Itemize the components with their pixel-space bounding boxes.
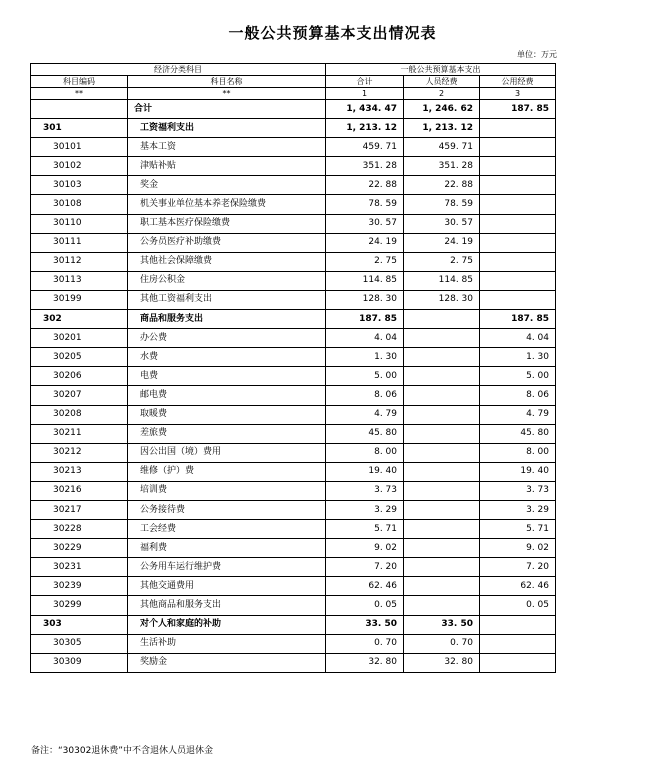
row-personnel: 128. 30 (404, 290, 480, 309)
row-personnel: 1, 213. 12 (404, 119, 480, 138)
row-public: 45. 80 (480, 424, 556, 443)
row-personnel: 22. 88 (404, 176, 480, 195)
row-personnel: 459. 71 (404, 138, 480, 157)
table-row (31, 500, 556, 519)
row-code: 30208 (31, 405, 128, 424)
row-personnel (404, 577, 480, 596)
row-code: 301 (31, 119, 128, 138)
row-public (480, 214, 556, 233)
row-name: 取暖费 (128, 405, 326, 424)
row-code: 30309 (31, 653, 128, 672)
row-total: 33. 50 (326, 615, 404, 634)
row-public: 8. 00 (480, 443, 556, 462)
row-name: 维修（护）费 (128, 462, 326, 481)
row-personnel: 0. 70 (404, 634, 480, 653)
table-row (31, 348, 556, 367)
row-name: 商品和服务支出 (128, 310, 326, 329)
row-personnel (404, 329, 480, 348)
row-name: 电费 (128, 367, 326, 386)
row-public: 9. 02 (480, 539, 556, 558)
table-row (31, 539, 556, 558)
row-personnel (404, 539, 480, 558)
footnote: 备注：“30302退休费”中不含退休人员退休金 (31, 746, 213, 756)
row-total: 9. 02 (326, 539, 404, 558)
row-name: 机关事业单位基本养老保险缴费 (128, 195, 326, 214)
row-personnel: 2. 75 (404, 252, 480, 271)
table-row (31, 634, 556, 653)
table-row (31, 424, 556, 443)
header-n2: 2 (404, 88, 480, 100)
table-row (31, 214, 556, 233)
table-row (31, 252, 556, 271)
table-row (31, 462, 556, 481)
row-total: 0. 05 (326, 596, 404, 615)
header-personnel: 人员经费 (404, 76, 480, 88)
header-star-code: ** (31, 88, 128, 100)
row-public: 4. 04 (480, 329, 556, 348)
row-name: 工资福利支出 (128, 119, 326, 138)
row-public (480, 634, 556, 653)
row-total: 2. 75 (326, 252, 404, 271)
row-personnel: 78. 59 (404, 195, 480, 214)
row-personnel: 33. 50 (404, 615, 480, 634)
row-public (480, 233, 556, 252)
row-public: 3. 73 (480, 481, 556, 500)
table-row (31, 329, 556, 348)
row-public: 3. 29 (480, 500, 556, 519)
row-name: 奖金 (128, 176, 326, 195)
row-public: 187. 85 (480, 310, 556, 329)
row-personnel: 32. 80 (404, 653, 480, 672)
header-code: 科目编码 (31, 76, 128, 88)
row-personnel: 24. 19 (404, 233, 480, 252)
row-name: 办公费 (128, 329, 326, 348)
header-star-name: ** (128, 88, 326, 100)
row-total: 1, 213. 12 (326, 119, 404, 138)
table-row (31, 577, 556, 596)
table-row (31, 138, 556, 157)
row-code: 30212 (31, 443, 128, 462)
row-code: 30228 (31, 520, 128, 539)
row-total: 32. 80 (326, 653, 404, 672)
row-name: 其他工资福利支出 (128, 290, 326, 309)
row-code: 30110 (31, 214, 128, 233)
row-name: 因公出国（境）费用 (128, 443, 326, 462)
table-row (31, 405, 556, 424)
row-name: 奖励金 (128, 653, 326, 672)
table-row (31, 653, 556, 672)
row-code: 30239 (31, 577, 128, 596)
table-row (31, 290, 556, 309)
row-personnel (404, 386, 480, 405)
row-personnel (404, 520, 480, 539)
row-total: 5. 00 (326, 367, 404, 386)
row-public (480, 157, 556, 176)
row-personnel: 114. 85 (404, 271, 480, 290)
row-total: 3. 29 (326, 500, 404, 519)
row-total: 19. 40 (326, 462, 404, 481)
row-code: 30216 (31, 481, 128, 500)
table-row (31, 615, 556, 634)
row-personnel: 351. 28 (404, 157, 480, 176)
row-public: 0. 05 (480, 596, 556, 615)
header-public: 公用经费 (480, 76, 556, 88)
row-public: 4. 79 (480, 405, 556, 424)
total-code-cell (31, 100, 128, 119)
row-public: 5. 71 (480, 520, 556, 539)
row-code: 30217 (31, 500, 128, 519)
row-total: 0. 70 (326, 634, 404, 653)
unit-label: 单位：万元 (517, 50, 557, 59)
row-public (480, 290, 556, 309)
table-row (31, 520, 556, 539)
expenditure-table (30, 63, 556, 673)
row-code: 30113 (31, 271, 128, 290)
row-name: 福利费 (128, 539, 326, 558)
row-name: 其他交通费用 (128, 577, 326, 596)
table-row (31, 271, 556, 290)
header-group-row (31, 64, 556, 76)
row-code: 30229 (31, 539, 128, 558)
row-code: 30206 (31, 367, 128, 386)
header-group-left: 经济分类科目 (31, 64, 326, 76)
row-total: 1. 30 (326, 348, 404, 367)
header-total: 合计 (326, 76, 404, 88)
row-public (480, 138, 556, 157)
table-row (31, 157, 556, 176)
row-public (480, 653, 556, 672)
row-code: 30112 (31, 252, 128, 271)
header-name: 科目名称 (128, 76, 326, 88)
row-code: 302 (31, 310, 128, 329)
row-personnel (404, 558, 480, 577)
row-public: 1. 30 (480, 348, 556, 367)
header-n1: 1 (326, 88, 404, 100)
row-code: 30199 (31, 290, 128, 309)
row-code: 30102 (31, 157, 128, 176)
page-title: 一般公共预算基本支出情况表 (228, 24, 437, 42)
row-name: 邮电费 (128, 386, 326, 405)
row-personnel (404, 310, 480, 329)
row-name: 住房公积金 (128, 271, 326, 290)
row-public (480, 119, 556, 138)
row-code: 30231 (31, 558, 128, 577)
row-public: 19. 40 (480, 462, 556, 481)
row-personnel (404, 596, 480, 615)
row-public: 5. 00 (480, 367, 556, 386)
row-total: 5. 71 (326, 520, 404, 539)
row-total: 4. 04 (326, 329, 404, 348)
table-row (31, 558, 556, 577)
row-code: 30108 (31, 195, 128, 214)
row-code: 30211 (31, 424, 128, 443)
row-name: 其他社会保障缴费 (128, 252, 326, 271)
row-name: 公务员医疗补助缴费 (128, 233, 326, 252)
row-name: 培训费 (128, 481, 326, 500)
row-total: 351. 28 (326, 157, 404, 176)
row-total: 4. 79 (326, 405, 404, 424)
table-row (31, 119, 556, 138)
total-label: 合计 (128, 100, 326, 119)
table-row (31, 195, 556, 214)
table-row (31, 310, 556, 329)
row-name: 公务接待费 (128, 500, 326, 519)
row-total: 24. 19 (326, 233, 404, 252)
row-code: 30213 (31, 462, 128, 481)
row-public: 62. 46 (480, 577, 556, 596)
total-total: 1, 434. 47 (326, 100, 404, 119)
row-total: 8. 00 (326, 443, 404, 462)
row-name: 生活补助 (128, 634, 326, 653)
row-name: 基本工资 (128, 138, 326, 157)
row-name: 公务用车运行维护费 (128, 558, 326, 577)
row-code: 30101 (31, 138, 128, 157)
row-code: 30201 (31, 329, 128, 348)
row-personnel (404, 500, 480, 519)
table-row (31, 233, 556, 252)
row-code: 30305 (31, 634, 128, 653)
table-row (31, 596, 556, 615)
table-row (31, 367, 556, 386)
row-name: 对个人和家庭的补助 (128, 615, 326, 634)
row-code: 30111 (31, 233, 128, 252)
row-total: 8. 06 (326, 386, 404, 405)
row-code: 30205 (31, 348, 128, 367)
row-personnel: 30. 57 (404, 214, 480, 233)
row-public: 8. 06 (480, 386, 556, 405)
row-total: 78. 59 (326, 195, 404, 214)
total-row (31, 100, 556, 119)
total-public: 187. 85 (480, 100, 556, 119)
row-total: 7. 20 (326, 558, 404, 577)
table-row (31, 443, 556, 462)
row-total: 45. 80 (326, 424, 404, 443)
row-public (480, 271, 556, 290)
row-personnel (404, 481, 480, 500)
row-name: 其他商品和服务支出 (128, 596, 326, 615)
row-public: 7. 20 (480, 558, 556, 577)
row-name: 工会经费 (128, 520, 326, 539)
row-public (480, 195, 556, 214)
row-public (480, 252, 556, 271)
row-code: 303 (31, 615, 128, 634)
header-n3: 3 (480, 88, 556, 100)
row-total: 3. 73 (326, 481, 404, 500)
row-total: 22. 88 (326, 176, 404, 195)
row-personnel (404, 424, 480, 443)
row-code: 30207 (31, 386, 128, 405)
row-total: 114. 85 (326, 271, 404, 290)
table-row (31, 481, 556, 500)
row-code: 30299 (31, 596, 128, 615)
row-name: 差旅费 (128, 424, 326, 443)
row-personnel (404, 367, 480, 386)
table-row (31, 176, 556, 195)
row-public (480, 615, 556, 634)
header-group-right: 一般公共预算基本支出 (326, 64, 556, 76)
total-personnel: 1, 246. 62 (404, 100, 480, 119)
row-code: 30103 (31, 176, 128, 195)
row-name: 津贴补贴 (128, 157, 326, 176)
row-personnel (404, 405, 480, 424)
row-total: 62. 46 (326, 577, 404, 596)
row-name: 职工基本医疗保险缴费 (128, 214, 326, 233)
row-total: 187. 85 (326, 310, 404, 329)
table-row (31, 386, 556, 405)
row-personnel (404, 443, 480, 462)
row-personnel (404, 348, 480, 367)
row-name: 水费 (128, 348, 326, 367)
row-total: 128. 30 (326, 290, 404, 309)
row-total: 30. 57 (326, 214, 404, 233)
row-total: 459. 71 (326, 138, 404, 157)
row-personnel (404, 462, 480, 481)
header-index-row (31, 88, 556, 100)
header-column-row (31, 76, 556, 88)
row-public (480, 176, 556, 195)
